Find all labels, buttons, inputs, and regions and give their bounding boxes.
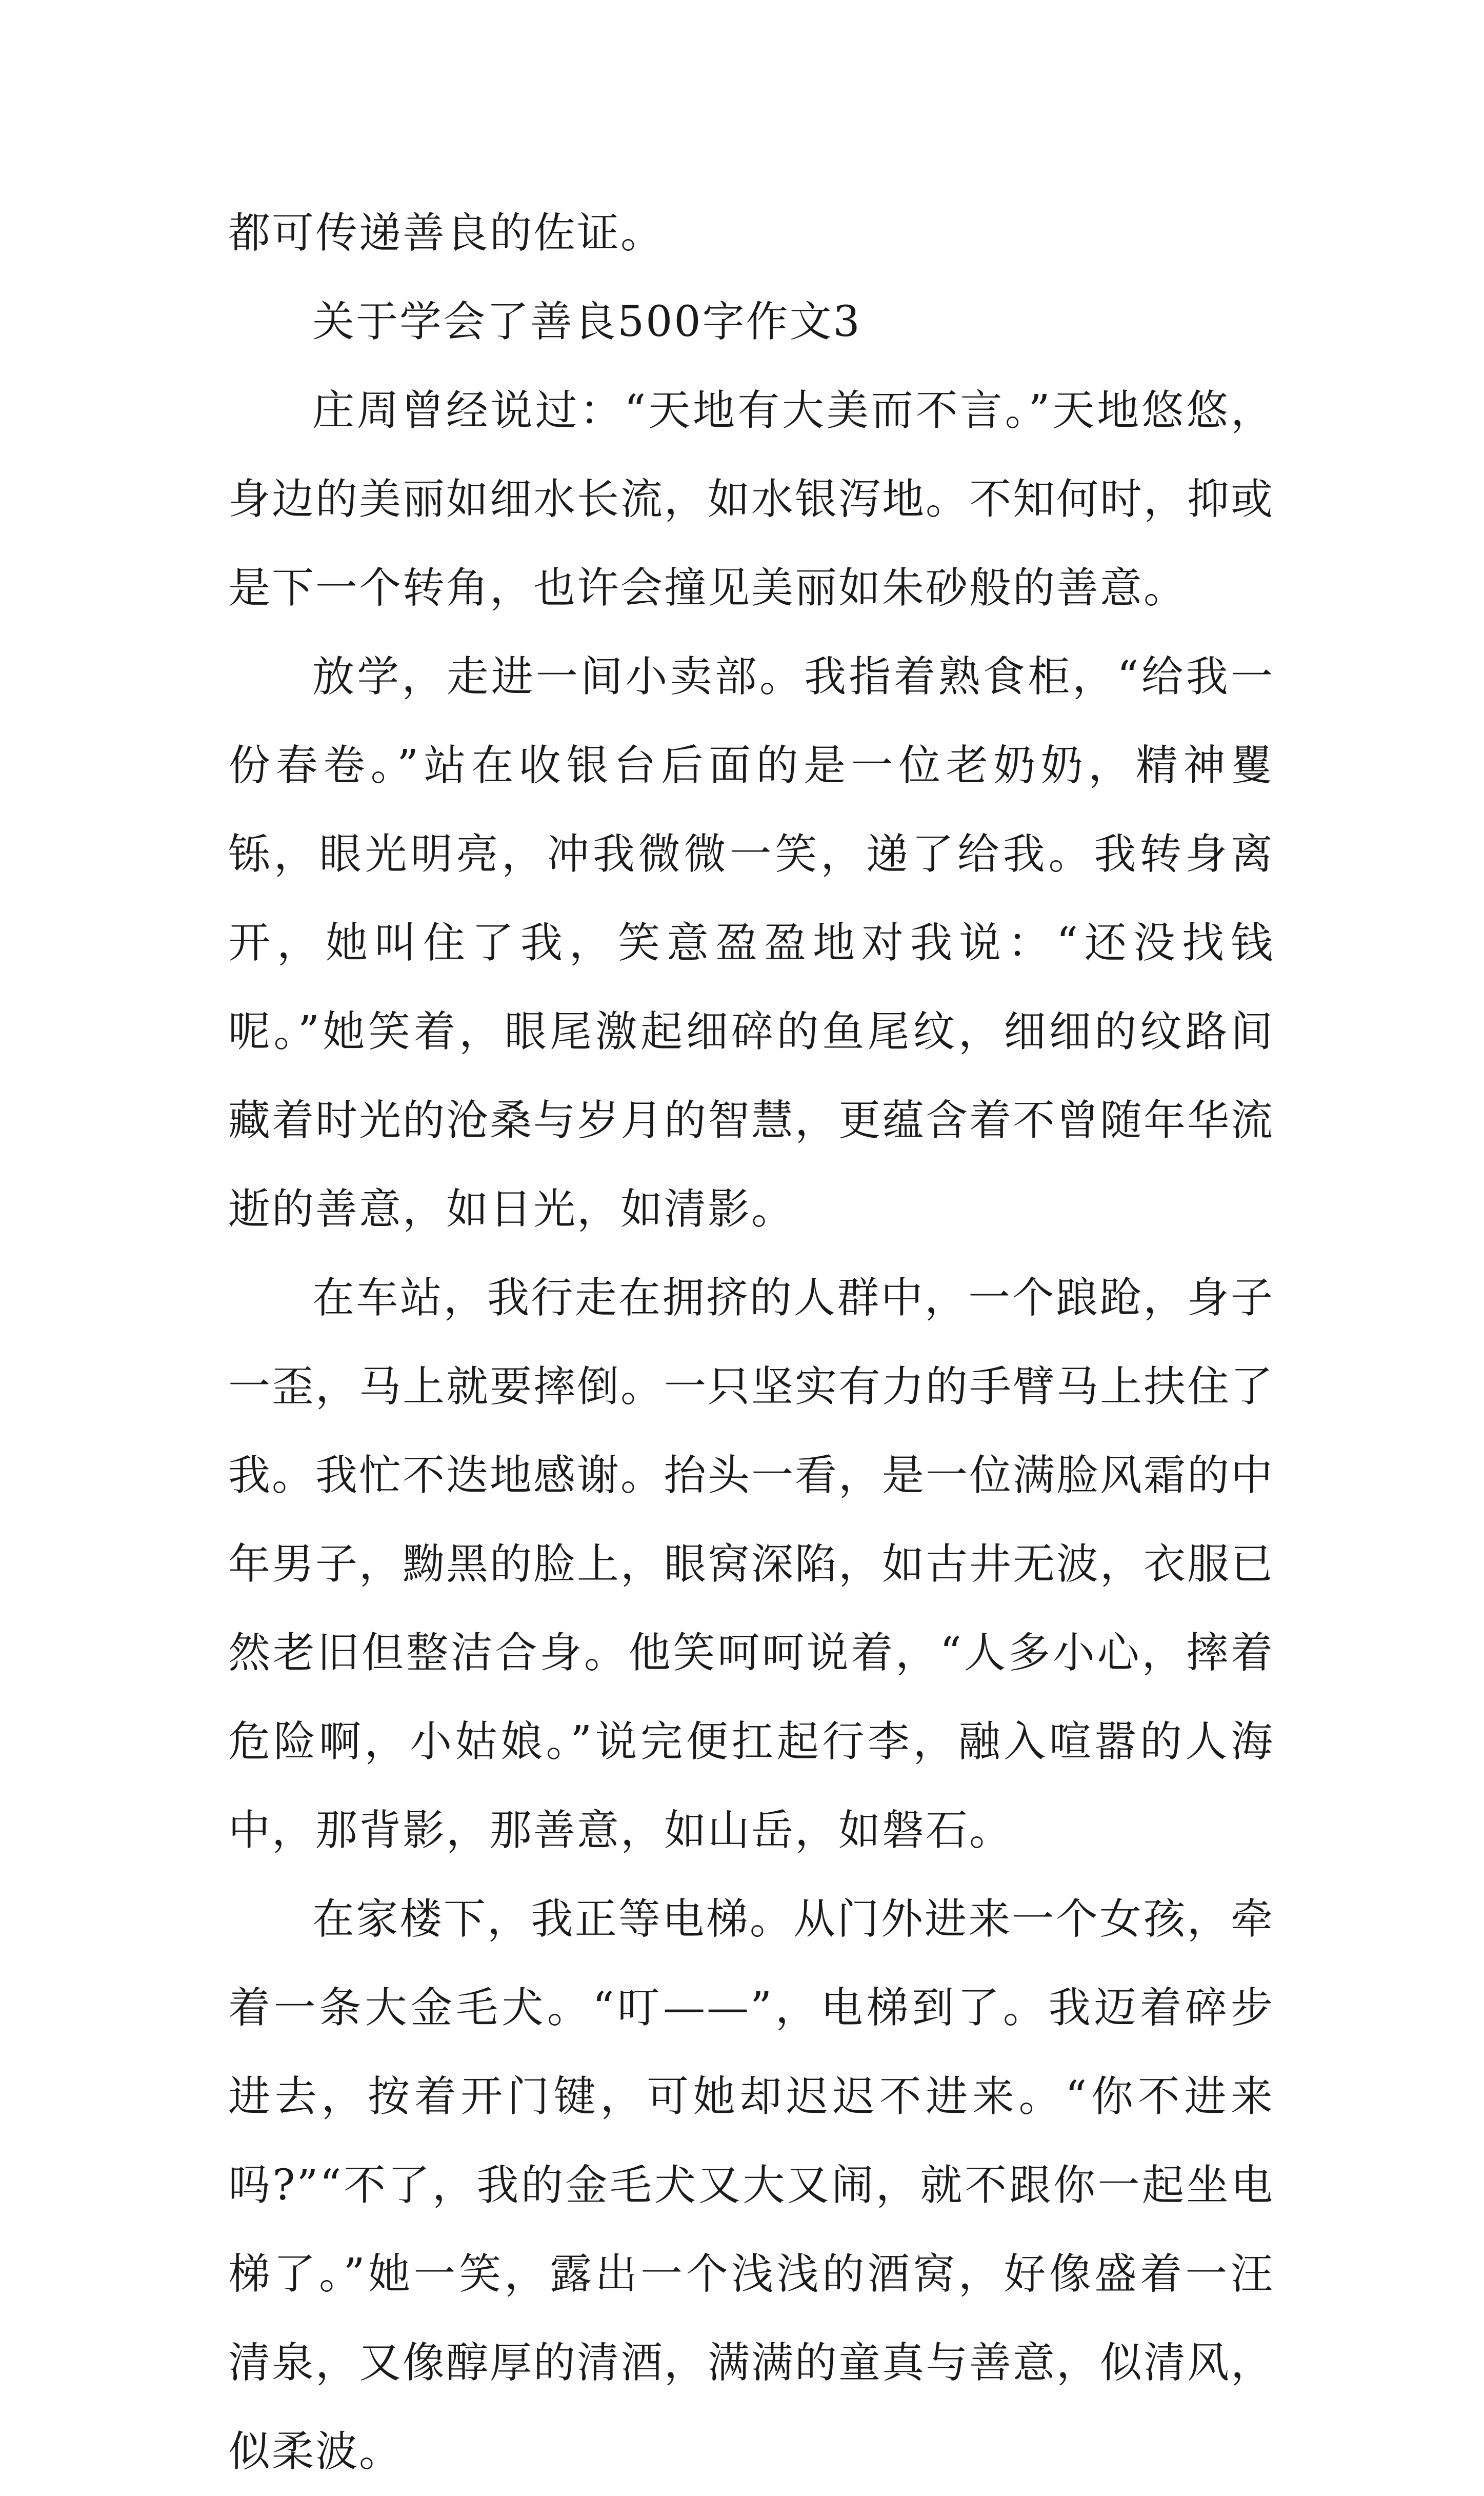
essay-body bbox=[228, 189, 1274, 2496]
paragraph-intro: 庄周曾经说过：“天地有大美而不言。”天地悠悠，身边的美丽如细水长流，如水银泻地。不知何时，抑或是下一个转角，也许会撞见美丽如朱砂般的善意。 bbox=[228, 386, 1275, 612]
paragraph-elevator: 在家楼下，我正等电梯。从门外进来一个女孩，牵着一条大金毛犬。“叮——”，电梯到了。我迈着碎步进去，按着开门键，可她却迟迟不进来。“你不进来吗?”“不了，我的金毛犬又大又闹，就不跟你一起坐电梯了。”她一笑，露出一个浅浅的酒窝，好像盛着一汪清泉，又像醇厚的清酒，满满的童真与善意，似清风，似柔波。 bbox=[228, 1895, 1275, 2476]
paragraph-station: 在车站，我行走在拥挤的人群中，一个踉跄，身子一歪，马上就要摔倒。一只坚实有力的手臂马上扶住了我。我忙不迭地感谢。抬头一看，是一位满脸风霜的中年男子，黝黑的脸上，眼窝深陷，如古井无波，衣服已然老旧但整洁合身。他笑呵呵说着，“人多小心，摔着危险啊，小姑娘。”说完便扛起行李，融入喧嚣的人海中，那背影，那善意，如山岳，如磐石。 bbox=[228, 1274, 1275, 1855]
paragraph-shop: 放学，走进一间小卖部。我指着熟食柜，“给我一份春卷。”站在收银台后面的是一位老奶奶，精神矍铄，眼光明亮，冲我微微一笑，递了给我。我转身离开，她叫住了我，笑意盈盈地对我说：“还没找钱呢。”她笑着，眼尾激起细碎的鱼尾纹，细细的纹路间藏着时光的沧桑与岁月的智慧，更蕴含着不曾随年华流逝的善意，如日光，如清影。 bbox=[228, 652, 1275, 1234]
paragraph-continuation: 都可传递善良的佐证。 bbox=[228, 209, 665, 257]
essay-title: 关于学会了善良500字作文3 bbox=[312, 298, 861, 346]
